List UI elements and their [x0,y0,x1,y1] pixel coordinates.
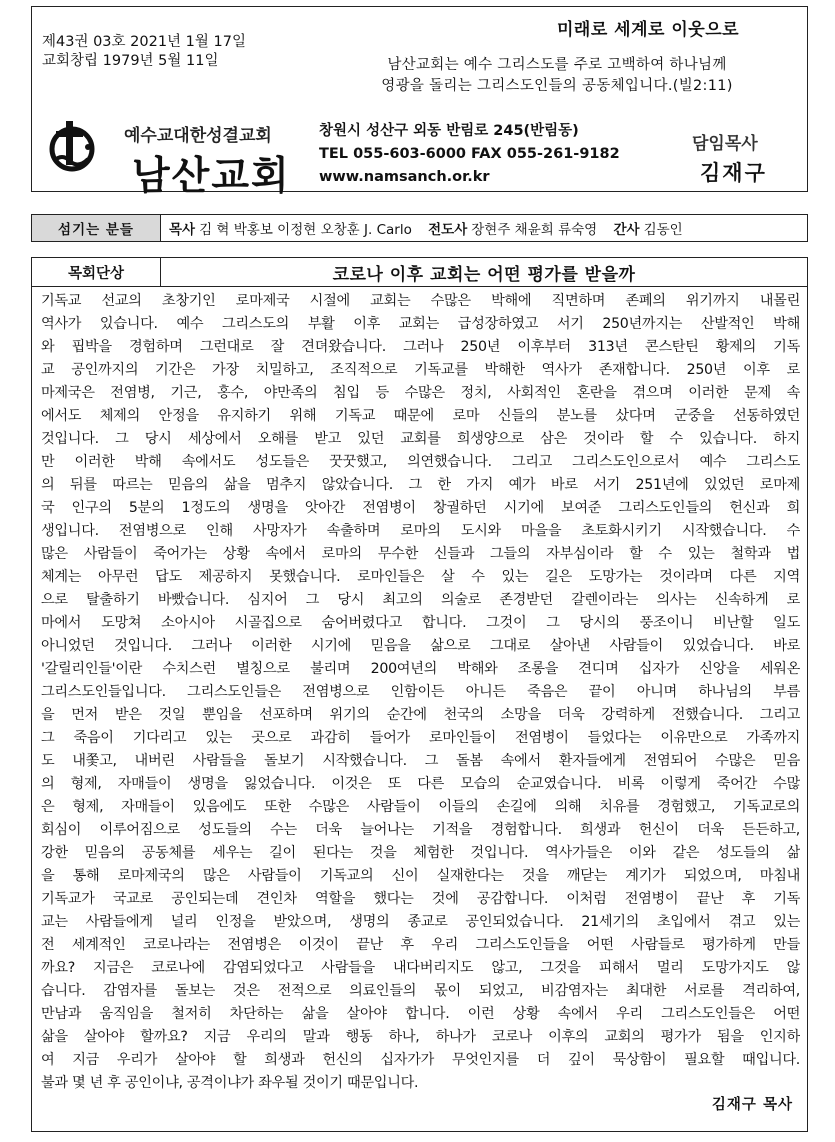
signature: 김재구 목사 [711,1097,793,1113]
article-line: 마에서 도망쳐 소아시아 시골집으로 숨어버렸다고 합니다. 그것이 그 당시의 풍조이니 비난할 일도 [41,615,800,631]
mission-line-1: 남산교회는 예수 그리스도를 주로 고백하여 하나님께 [387,57,727,73]
issue-line: 제43권 03호 2021년 1월 17일 [42,34,246,50]
article-line: 생입니다. 전염병으로 인해 사망자가 속출하며 로마의 도시와 마을을 초토화시키기 시작했습니다. 수 [41,523,800,539]
phone-fax: TEL 055-603-6000 FAX 055-261-9182 [319,146,620,162]
column-body [31,287,808,1132]
column-label: 목회단상 [32,258,161,286]
address: 창원시 성산구 외동 반림로 245(반림동) [319,123,579,139]
article-line: 전 세계적인 코로나라는 전염병은 이것이 끝난 후 우리 그리스도인들을 어떤 사람들로 평가하게 만들 [41,937,800,953]
secretary-label: 간사 [613,222,640,238]
article-line: 만남과 움직임을 철저히 차단하는 삶을 살아야 합니다. 이런 상황 속에서 우리 그리스도인들은 어떤 [41,1006,800,1022]
article-line: 그리스도인들입니다. 그리스도인들은 전염병으로 인함이든 아니든 죽음은 끝이 아니며 하나님의 부름 [41,684,800,700]
article-line: 체계는 아무런 답도 제공하지 못했습니다. 로마인들은 살 수 있는 길은 도망가는 것이라며 다른 지역 [41,569,800,585]
article-line: 강한 믿음의 공동체를 세우는 길이 된다는 것을 체험한 것입니다. 역사가들은 이와 같은 성도들의 삶 [41,845,800,861]
church-name: 남산교회 [132,154,291,199]
article-line: 기독교 선교의 초창기인 로마제국 시절에 교회는 수많은 박해에 직면하며 존폐의 위기까지 내몰린 [41,293,800,309]
column-title: 코로나 이후 교회는 어떤 평가를 받을까 [332,264,636,285]
article-line: 것입니다. 그 당시 세상에서 오해를 받고 있던 교회를 희생양으로 삼은 것이라 할 수 있습니다. 하지 [41,431,800,447]
article-line: 의 뒤를 따르는 믿음의 삶을 멈추지 않았습니다. 그 한 가지 예가 바로 서기 251년에 있었던 로마제 [41,477,800,493]
mission-statement [322,55,792,97]
pastors-names: 김 혁 박홍보 이정현 오창훈 J. Carlo [199,222,412,238]
article-line: 을 먼저 받은 것일 뿐임을 선포하며 위기의 순간에 천국의 소망을 더욱 강력하게 전했습니다. 그리고 [41,707,800,723]
article-line: 기독교가 국교로 공인되는데 견인차 역할을 했다는 것에 공감합니다. 이처럼 전염병이 끝난 후 기독 [41,891,800,907]
article-line: 불과 몇 년 후 공인이냐, 공격이냐가 좌우될 것이기 때문입니다. [41,1075,419,1091]
website-link[interactable]: www.namsanch.or.kr [319,169,490,185]
article-line: 교 공인까지의 기간은 가장 치밀하고, 조직적으로 기독교를 박해한 역사가 존재합니다. 250년 이후 로 [41,362,800,378]
column-header [31,257,808,287]
denomination: 예수교대한성결교회 [124,126,272,146]
mission-line-2: 영광을 돌리는 그리스도인들의 공동체입니다.(빌2:11) [381,78,733,94]
article-line: 에서도 체제의 안정을 유지하기 위해 기독교 때문에 로마 신들의 분노를 샀다며 군중을 선동하였던 [41,408,800,424]
issue-info [42,33,246,71]
article-line: 회심이 이루어짐으로 성도들의 수는 더욱 늘어나는 기적을 경험합니다. 희생과 헌신이 더욱 든든하고, [41,822,800,838]
article-line: 여 지금 우리가 살아야 할 희생과 헌신의 십자가가 무엇인지를 더 깊이 묵상함이 필요할 때입니다. [41,1052,800,1068]
pastor-title: 담임목사 [692,134,758,154]
article-line: 많은 사람들이 죽어가는 상황 속에서 로마의 무수한 신들과 그들의 자부심이라 할 수 있는 철학과 법 [41,546,800,562]
slogan: 미래로 세계로 이웃으로 [557,20,740,40]
pastor-name: 김재구 [700,161,767,185]
article-line: 도 내쫓고, 내버린 사람들을 돌보기 시작했습니다. 그 돌봄 속에서 환자들에게 전염되어 수많은 믿음 [41,753,800,769]
article-line: 국 인구의 5분의 1정도의 생명을 앗아간 전염병이 창궐하던 시기에 보여준 그리스도인들의 헌신과 희 [41,500,800,516]
article-line: 마제국은 전염병, 기근, 홍수, 야만족의 침입 등 수많은 정치, 사회적인 혼란을 겪으며 이러한 문제 속 [41,385,800,401]
article-line: 아니었던 것입니다. 그러나 이러한 시기에 믿음을 삶으로 그대로 살아낸 사람들이 있었습니다. 바로 [41,638,800,654]
pastors-label: 목사 [169,222,196,238]
article-line: 와 핍박을 경험하며 그런대로 잘 견뎌왔습니다. 그러나 250년 이후부터 313년 콘스탄틴 황제의 기독 [41,339,800,355]
article-line: '갈릴리인들'이란 수치스런 별칭으로 불리며 200여년의 박해와 조롱을 견디며 십자가 신앙을 세워온 [41,661,800,677]
staff-bar [31,214,808,242]
contact-info [319,120,620,189]
article-line: 은 형제, 자매들이 있음에도 또한 수많은 사람들이 이들의 손길에 의해 치유를 경험했고, 기독교로의 [41,799,800,815]
article-line: 삶을 살아야 할까요? 지금 우리의 말과 행동 하나, 하나가 코로나 이후의 교회의 평가가 됨을 인지하 [41,1029,800,1045]
article-line: 으로 탈출하기 바빴습니다. 심지어 그 당시 최고의 의술로 존경받던 갈렌이라는 의사는 신속하게 로 [41,592,800,608]
article-line: 만 이러한 박해 속에서도 성도들은 꿋꿋했고, 의연했습니다. 그리고 그리스도인으로서 예수 그리스도 [41,454,800,470]
article-line: 습니다. 감염자를 돌보는 것은 전적으로 의료인들의 몫이 되었고, 비감염자는 최대한 서로를 격리하여, [41,983,800,999]
church-logo-icon [42,117,102,177]
secretary-name: 김동인 [643,222,683,238]
staff-label: 섬기는 분들 [32,215,161,241]
founded-line: 교회창립 1979년 5월 11일 [42,53,219,69]
article-line: 역사가 있습니다. 예수 그리스도의 부활 이후 교회는 급성장하였고 서기 250년까지는 산발적인 박해 [41,316,800,332]
article-text [41,290,800,1095]
masthead [31,6,808,199]
article-line: 을 통해 로마제국의 많은 사람들이 기독교의 신이 실재한다는 것을 깨닫는 계기가 되었으며, 마침내 [41,868,800,884]
article-line: 교는 사람들에게 널리 인정을 받았으며, 생명의 종교로 공인되었습니다. 21세기의 초입에서 겪고 있는 [41,914,800,930]
article-line: 그 죽음이 기다리고 있는 곳으로 과감히 들어가 로마인들이 전염병이 들었다는 이유만으로 가족까지 [41,730,800,746]
evangelists-label: 전도사 [428,222,468,238]
staff-list [161,218,683,238]
evangelists-names: 장현주 채윤희 류숙영 [471,222,598,238]
article-line: 까요? 지금은 코로나에 감염되었다고 사람들을 내다버리지도 않고, 그것을 피해서 멀리 도망가지도 않 [41,960,800,976]
article-line: 의 형제, 자매들이 생명을 잃었습니다. 이것은 또 다른 모습의 순교였습니다. 비록 이렇게 죽어간 수많 [41,776,800,792]
